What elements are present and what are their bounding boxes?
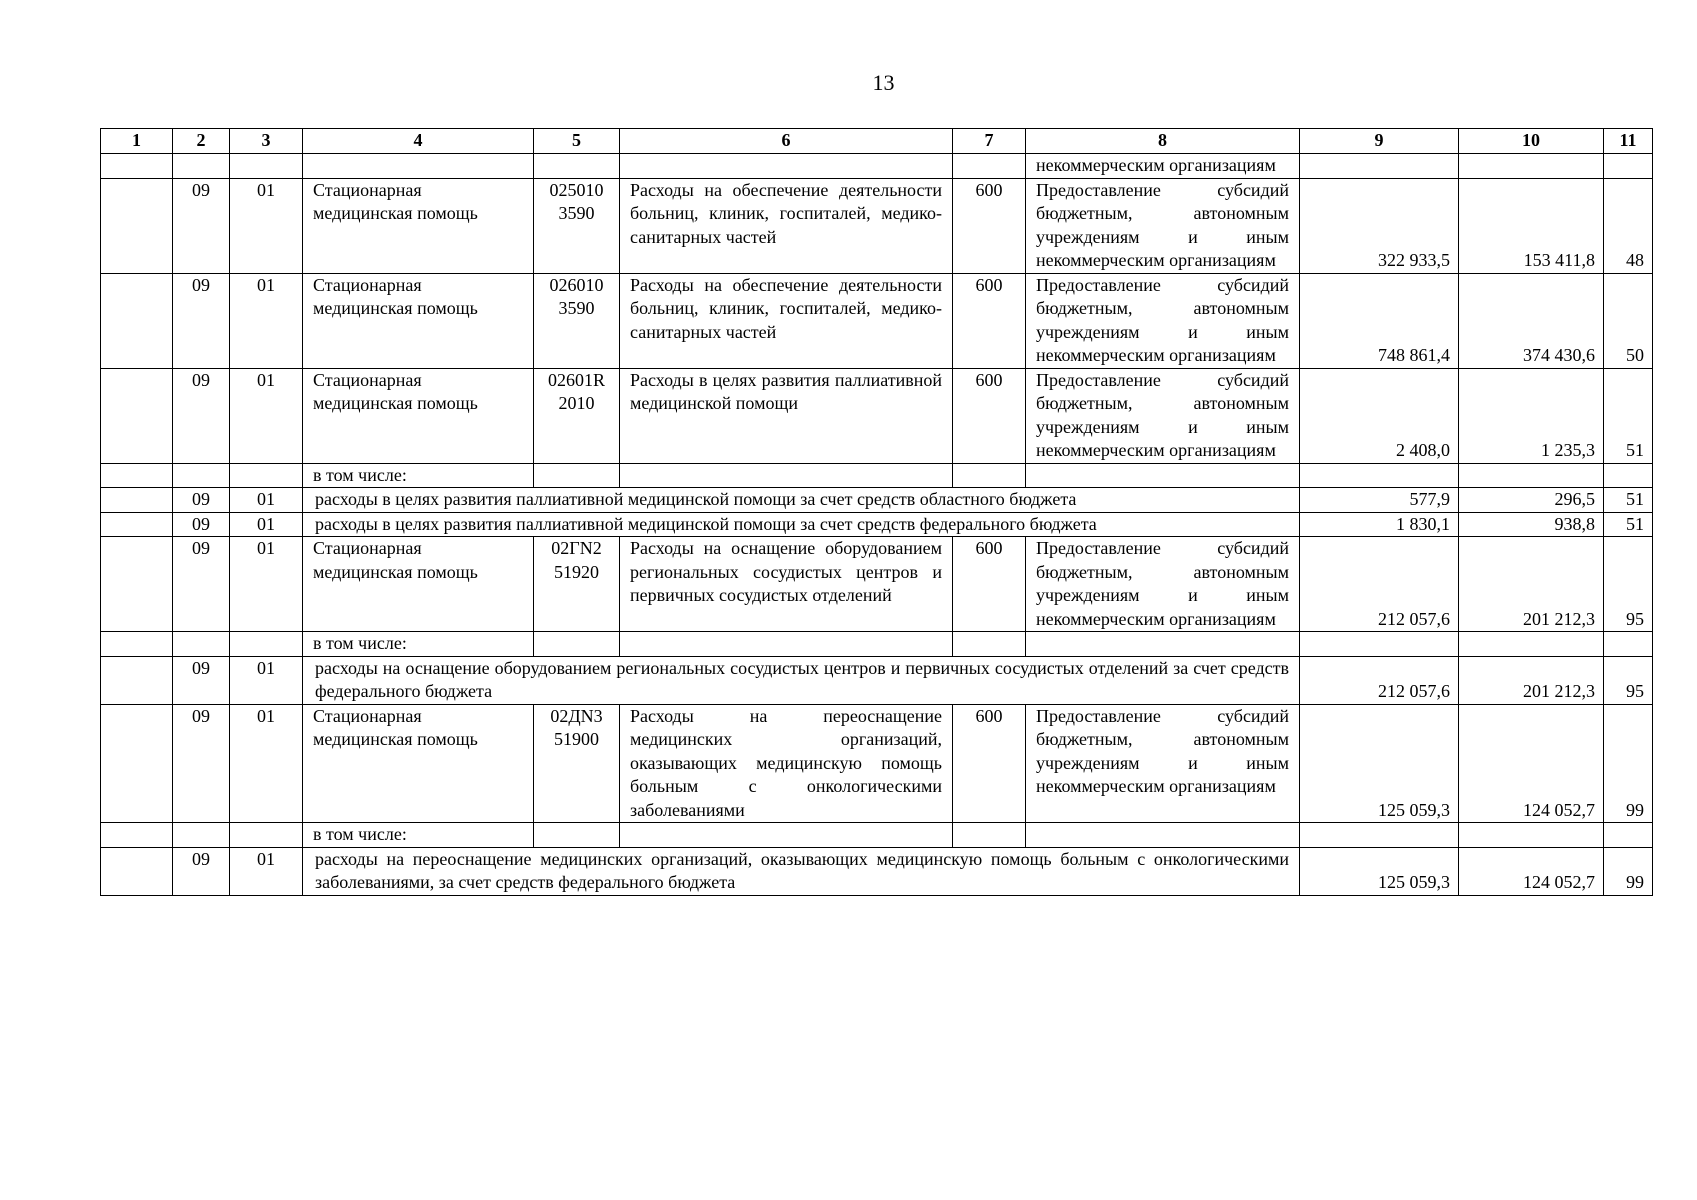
- target-article-code: [534, 537, 620, 632]
- plan-amount: 2 408,0: [1300, 368, 1459, 463]
- subsection-code: 01: [230, 847, 303, 895]
- section-code: 09: [173, 656, 230, 704]
- sub-expense-description: расходы на оснащение оборудованием региональных сосудистых центров и первичных сосудистых отделений за счет средств федерального бюджета: [303, 656, 1300, 704]
- actual-amount: 374 430,6: [1459, 273, 1604, 368]
- table-cell: [1604, 823, 1653, 848]
- table-cell: [230, 463, 303, 488]
- plan-amount: 212 057,6: [1300, 656, 1459, 704]
- table-cell: [534, 632, 620, 657]
- table-cell: [1300, 632, 1459, 657]
- table-cell: [534, 154, 620, 179]
- subsection-code: 01: [230, 273, 303, 368]
- col-header: 7: [953, 129, 1026, 154]
- sub-expense-description: расходы в целях развития паллиативной медицинской помощи за счет средств областного бюджета: [303, 488, 1300, 513]
- col-header: 11: [1604, 129, 1653, 154]
- percent-executed: 99: [1604, 847, 1653, 895]
- col-header: 2: [173, 129, 230, 154]
- expense-name: Расходы на обеспечение деятельности больниц, клиник, госпиталей, медико-санитарных частей: [620, 273, 953, 368]
- expense-type-name: Предоставление субсидий бюджетным, автономным учреждениям и иным некоммерческим организациям: [1026, 537, 1300, 632]
- col-header: 3: [230, 129, 303, 154]
- table-cell: [1026, 463, 1300, 488]
- target-article-part: 2010: [558, 393, 595, 413]
- expense-type-name: Предоставление субсидий бюджетным, автономным учреждениям и иным некоммерческим организациям: [1026, 273, 1300, 368]
- table-cell: [101, 463, 173, 488]
- subsection-name: Стационарная медицинская помощь: [303, 368, 534, 463]
- expense-name: Расходы на обеспечение деятельности больниц, клиник, госпиталей, медико-санитарных частей: [620, 178, 953, 273]
- target-article-part: 3590: [558, 298, 595, 318]
- target-article-part: 51900: [554, 729, 599, 749]
- table-cell: [101, 154, 173, 179]
- expense-type-code: 600: [953, 368, 1026, 463]
- subsection-code: 01: [230, 656, 303, 704]
- table-cell: [173, 632, 230, 657]
- col-header: 6: [620, 129, 953, 154]
- expense-name: Расходы на переоснащение медицинских организаций, оказывающих медицинскую помощь больным с онкологическими заболеваниями: [620, 704, 953, 823]
- table-cell: [953, 632, 1026, 657]
- expense-name: Расходы на оснащение оборудованием региональных сосудистых центров и первичных сосудистых отделений: [620, 537, 953, 632]
- actual-amount: 1 235,3: [1459, 368, 1604, 463]
- table-row: [101, 463, 1653, 488]
- actual-amount: 124 052,7: [1459, 847, 1604, 895]
- table-cell: [620, 463, 953, 488]
- table-cell: [101, 823, 173, 848]
- percent-executed: 50: [1604, 273, 1653, 368]
- subsection-code: 01: [230, 178, 303, 273]
- table-cell: [953, 823, 1026, 848]
- table-cell: [173, 823, 230, 848]
- percent-executed: 99: [1604, 704, 1653, 823]
- percent-executed: 51: [1604, 368, 1653, 463]
- plan-amount: 577,9: [1300, 488, 1459, 513]
- expense-type-code: 600: [953, 704, 1026, 823]
- percent-executed: 51: [1604, 512, 1653, 537]
- percent-executed: 95: [1604, 537, 1653, 632]
- table-cell: [1300, 463, 1459, 488]
- section-code: 09: [173, 488, 230, 513]
- table-cell: [1604, 463, 1653, 488]
- subsection-name: Стационарная медицинская помощь: [303, 704, 534, 823]
- table-cell: [1300, 154, 1459, 179]
- table-cell: [101, 704, 173, 823]
- page-number: 13: [872, 70, 895, 95]
- col-header: 1: [101, 129, 173, 154]
- including-label: в том числе:: [303, 823, 534, 848]
- sub-expense-description: расходы в целях развития паллиативной медицинской помощи за счет средств федерального бюджета: [303, 512, 1300, 537]
- target-article-part: 02601R: [547, 369, 605, 390]
- section-code: 09: [173, 368, 230, 463]
- table-cell: [230, 632, 303, 657]
- table-cell: [1459, 823, 1604, 848]
- subsection-name: Стационарная медицинская помощь: [303, 178, 534, 273]
- section-code: 09: [173, 537, 230, 632]
- actual-amount: 201 212,3: [1459, 537, 1604, 632]
- section-code: 09: [173, 512, 230, 537]
- plan-amount: 125 059,3: [1300, 847, 1459, 895]
- target-article-part: 51920: [554, 561, 599, 582]
- table-cell: [101, 488, 173, 513]
- table-cell: [173, 154, 230, 179]
- sub-expense-description: расходы на переоснащение медицинских организаций, оказывающих медицинскую помощь больным с онкологическими заболеваниями, за счет средств федерального бюджета: [303, 847, 1300, 895]
- table-cell: [1459, 154, 1604, 179]
- table-row: [101, 488, 1653, 513]
- col-header: 10: [1459, 129, 1604, 154]
- table-cell: [534, 463, 620, 488]
- target-article-part: 025010: [549, 179, 604, 200]
- including-label: в том числе:: [303, 463, 534, 488]
- table-cell: [1300, 823, 1459, 848]
- subsection-name: Стационарная медицинская помощь: [303, 273, 534, 368]
- expense-type-code: 600: [953, 537, 1026, 632]
- table-row: [101, 368, 1653, 463]
- budget-table: [100, 128, 1653, 896]
- table-cell: [173, 463, 230, 488]
- section-code: 09: [173, 273, 230, 368]
- table-cell: [953, 154, 1026, 179]
- expense-type-code: 600: [953, 273, 1026, 368]
- table-cell: [101, 512, 173, 537]
- percent-executed: 48: [1604, 178, 1653, 273]
- target-article-code: [534, 368, 620, 463]
- table-cell: [1604, 632, 1653, 657]
- plan-amount: 1 830,1: [1300, 512, 1459, 537]
- expense-type-name: Предоставление субсидий бюджетным, автономным учреждениям и иным некоммерческим организациям: [1026, 368, 1300, 463]
- table-cell: [101, 656, 173, 704]
- target-article-part: 026010: [549, 274, 604, 295]
- table-row: [101, 537, 1653, 632]
- table-cell: [1459, 632, 1604, 657]
- table-cell: [534, 823, 620, 848]
- table-cell: [953, 463, 1026, 488]
- subsection-name: Стационарная медицинская помощь: [303, 537, 534, 632]
- table-cell: [101, 847, 173, 895]
- col-header: 9: [1300, 129, 1459, 154]
- subsection-code: 01: [230, 537, 303, 632]
- actual-amount: 938,8: [1459, 512, 1604, 537]
- percent-executed: 95: [1604, 656, 1653, 704]
- col-header: 5: [534, 129, 620, 154]
- target-article-code: [534, 704, 620, 823]
- table-cell: [1026, 632, 1300, 657]
- table-row: [101, 273, 1653, 368]
- expense-name: Расходы в целях развития паллиативной медицинской помощи: [620, 368, 953, 463]
- subsection-code: 01: [230, 368, 303, 463]
- col-header: 8: [1026, 129, 1300, 154]
- target-article-part: 3590: [558, 203, 595, 223]
- table-row: [101, 154, 1653, 179]
- plan-amount: 322 933,5: [1300, 178, 1459, 273]
- table-row: [101, 656, 1653, 704]
- actual-amount: 124 052,7: [1459, 704, 1604, 823]
- table-cell: [101, 368, 173, 463]
- section-code: 09: [173, 178, 230, 273]
- subsection-code: 01: [230, 512, 303, 537]
- table-cell: [101, 632, 173, 657]
- table-cell: [101, 178, 173, 273]
- subsection-code: 01: [230, 488, 303, 513]
- table-cell: [101, 273, 173, 368]
- table-body: [101, 154, 1653, 896]
- table-row: [101, 632, 1653, 657]
- recipient-cell: некоммерческим организациям: [1026, 154, 1300, 179]
- section-code: 09: [173, 704, 230, 823]
- table-row: [101, 823, 1653, 848]
- target-article-code: [534, 273, 620, 368]
- subsection-code: 01: [230, 704, 303, 823]
- including-label: в том числе:: [303, 632, 534, 657]
- table-cell: [620, 823, 953, 848]
- table-cell: [620, 154, 953, 179]
- plan-amount: 748 861,4: [1300, 273, 1459, 368]
- table-cell: [1459, 463, 1604, 488]
- table-row: [101, 512, 1653, 537]
- table-cell: [230, 154, 303, 179]
- actual-amount: 296,5: [1459, 488, 1604, 513]
- table-row: [101, 704, 1653, 823]
- col-header: 4: [303, 129, 534, 154]
- table-cell: [620, 632, 953, 657]
- header-row: [101, 129, 1653, 154]
- plan-amount: 125 059,3: [1300, 704, 1459, 823]
- target-article-part: 02ГN2: [551, 538, 602, 558]
- table-cell: [1604, 154, 1653, 179]
- plan-amount: 212 057,6: [1300, 537, 1459, 632]
- expense-type-name: Предоставление субсидий бюджетным, автономным учреждениям и иным некоммерческим организациям: [1026, 704, 1300, 823]
- percent-executed: 51: [1604, 488, 1653, 513]
- target-article-code: [534, 178, 620, 273]
- table-cell: [303, 154, 534, 179]
- actual-amount: 201 212,3: [1459, 656, 1604, 704]
- table-cell: [230, 823, 303, 848]
- section-code: 09: [173, 847, 230, 895]
- table-row: [101, 847, 1653, 895]
- table-row: [101, 178, 1653, 273]
- table-cell: [101, 537, 173, 632]
- expense-type-code: 600: [953, 178, 1026, 273]
- expense-type-name: Предоставление субсидий бюджетным, автономным учреждениям и иным некоммерческим организациям: [1026, 178, 1300, 273]
- target-article-part: 02ДN3: [550, 705, 603, 726]
- actual-amount: 153 411,8: [1459, 178, 1604, 273]
- table-cell: [1026, 823, 1300, 848]
